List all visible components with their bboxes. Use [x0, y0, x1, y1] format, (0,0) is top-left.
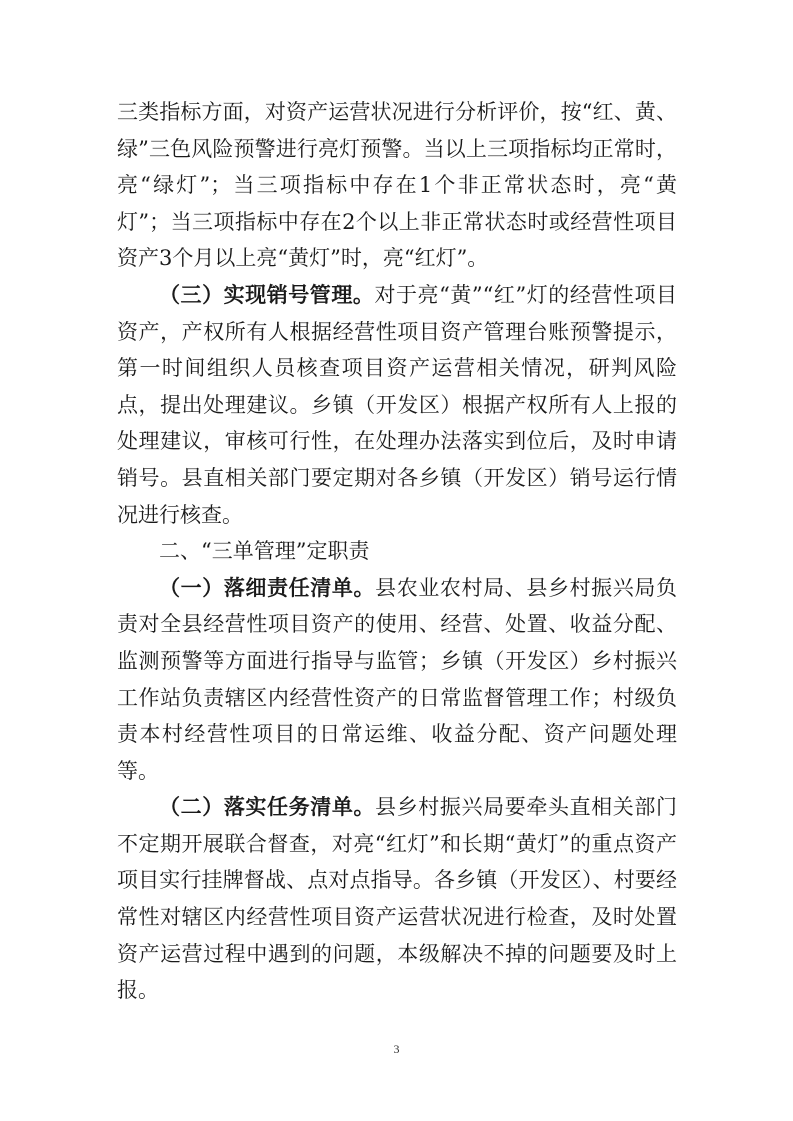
paragraph-text: 三类指标方面，对资产运营状况进行分析评价，按“红、黄、绿”三色风险预警进行亮灯预警。当以上三项指标均正常时，亮“绿灯”；当三项指标中存在1个非正常状态时，亮“黄灯”；当三项指标中存在2个以上非正常状态时或经营性项目资产3个月以上亮“黄灯”时，亮“红灯”。	[117, 100, 677, 271]
paragraph-section-3	[117, 277, 677, 533]
paragraph-heading: （一）落细责任清单。	[159, 574, 376, 600]
paragraph-heading: （三）实现销号管理。	[159, 281, 375, 307]
paragraph-section-2	[117, 789, 677, 1009]
section-heading-text: 二、“三单管理”定职责	[159, 539, 370, 564]
paragraph-text: 对于亮“黄”“红”灯的经营性项目资产，产权所有人根据经营性项目资产管理台账预警提示，第一时间组织人员核查项目资产运营相关情况，研判风险点，提出处理建议。乡镇（开发区）根据产权所有人上报的处理建议，审核可行性，在处理办法落实到位后，及时申请销号。县直相关部门要定期对各乡镇（开发区）销号运行情况进行核查。	[117, 282, 677, 527]
paragraph-text: 县乡村振兴局要牵头直相关部门不定期开展联合督查，对亮“红灯”和长期“黄灯”的重点资产项目实行挂牌督战、点对点指导。各乡镇（开发区）、村要经常性对辖区内经营性项目资产运营状况进行检查，及时处置资产运营过程中遇到的问题，本级解决不掉的问题要及时上报。	[117, 795, 678, 1003]
paragraph-continuation	[117, 94, 677, 277]
body-text	[117, 94, 677, 1009]
section-heading	[117, 533, 677, 570]
paragraph-text: 县农业农村局、县乡村振兴局负责对全县经营性项目资产的使用、经营、处置、收益分配、监测预警等方面进行指导与监管；乡镇（开发区）乡村振兴工作站负责辖区内经营性资产的日常监督管理工作；村级负责本村经营性项目的日常运维、收益分配、资产问题处理等。	[117, 575, 678, 783]
paragraph-section-1	[117, 570, 677, 790]
page-number: 3	[393, 1042, 400, 1056]
paragraph-heading: （二）落实任务清单。	[159, 794, 376, 820]
